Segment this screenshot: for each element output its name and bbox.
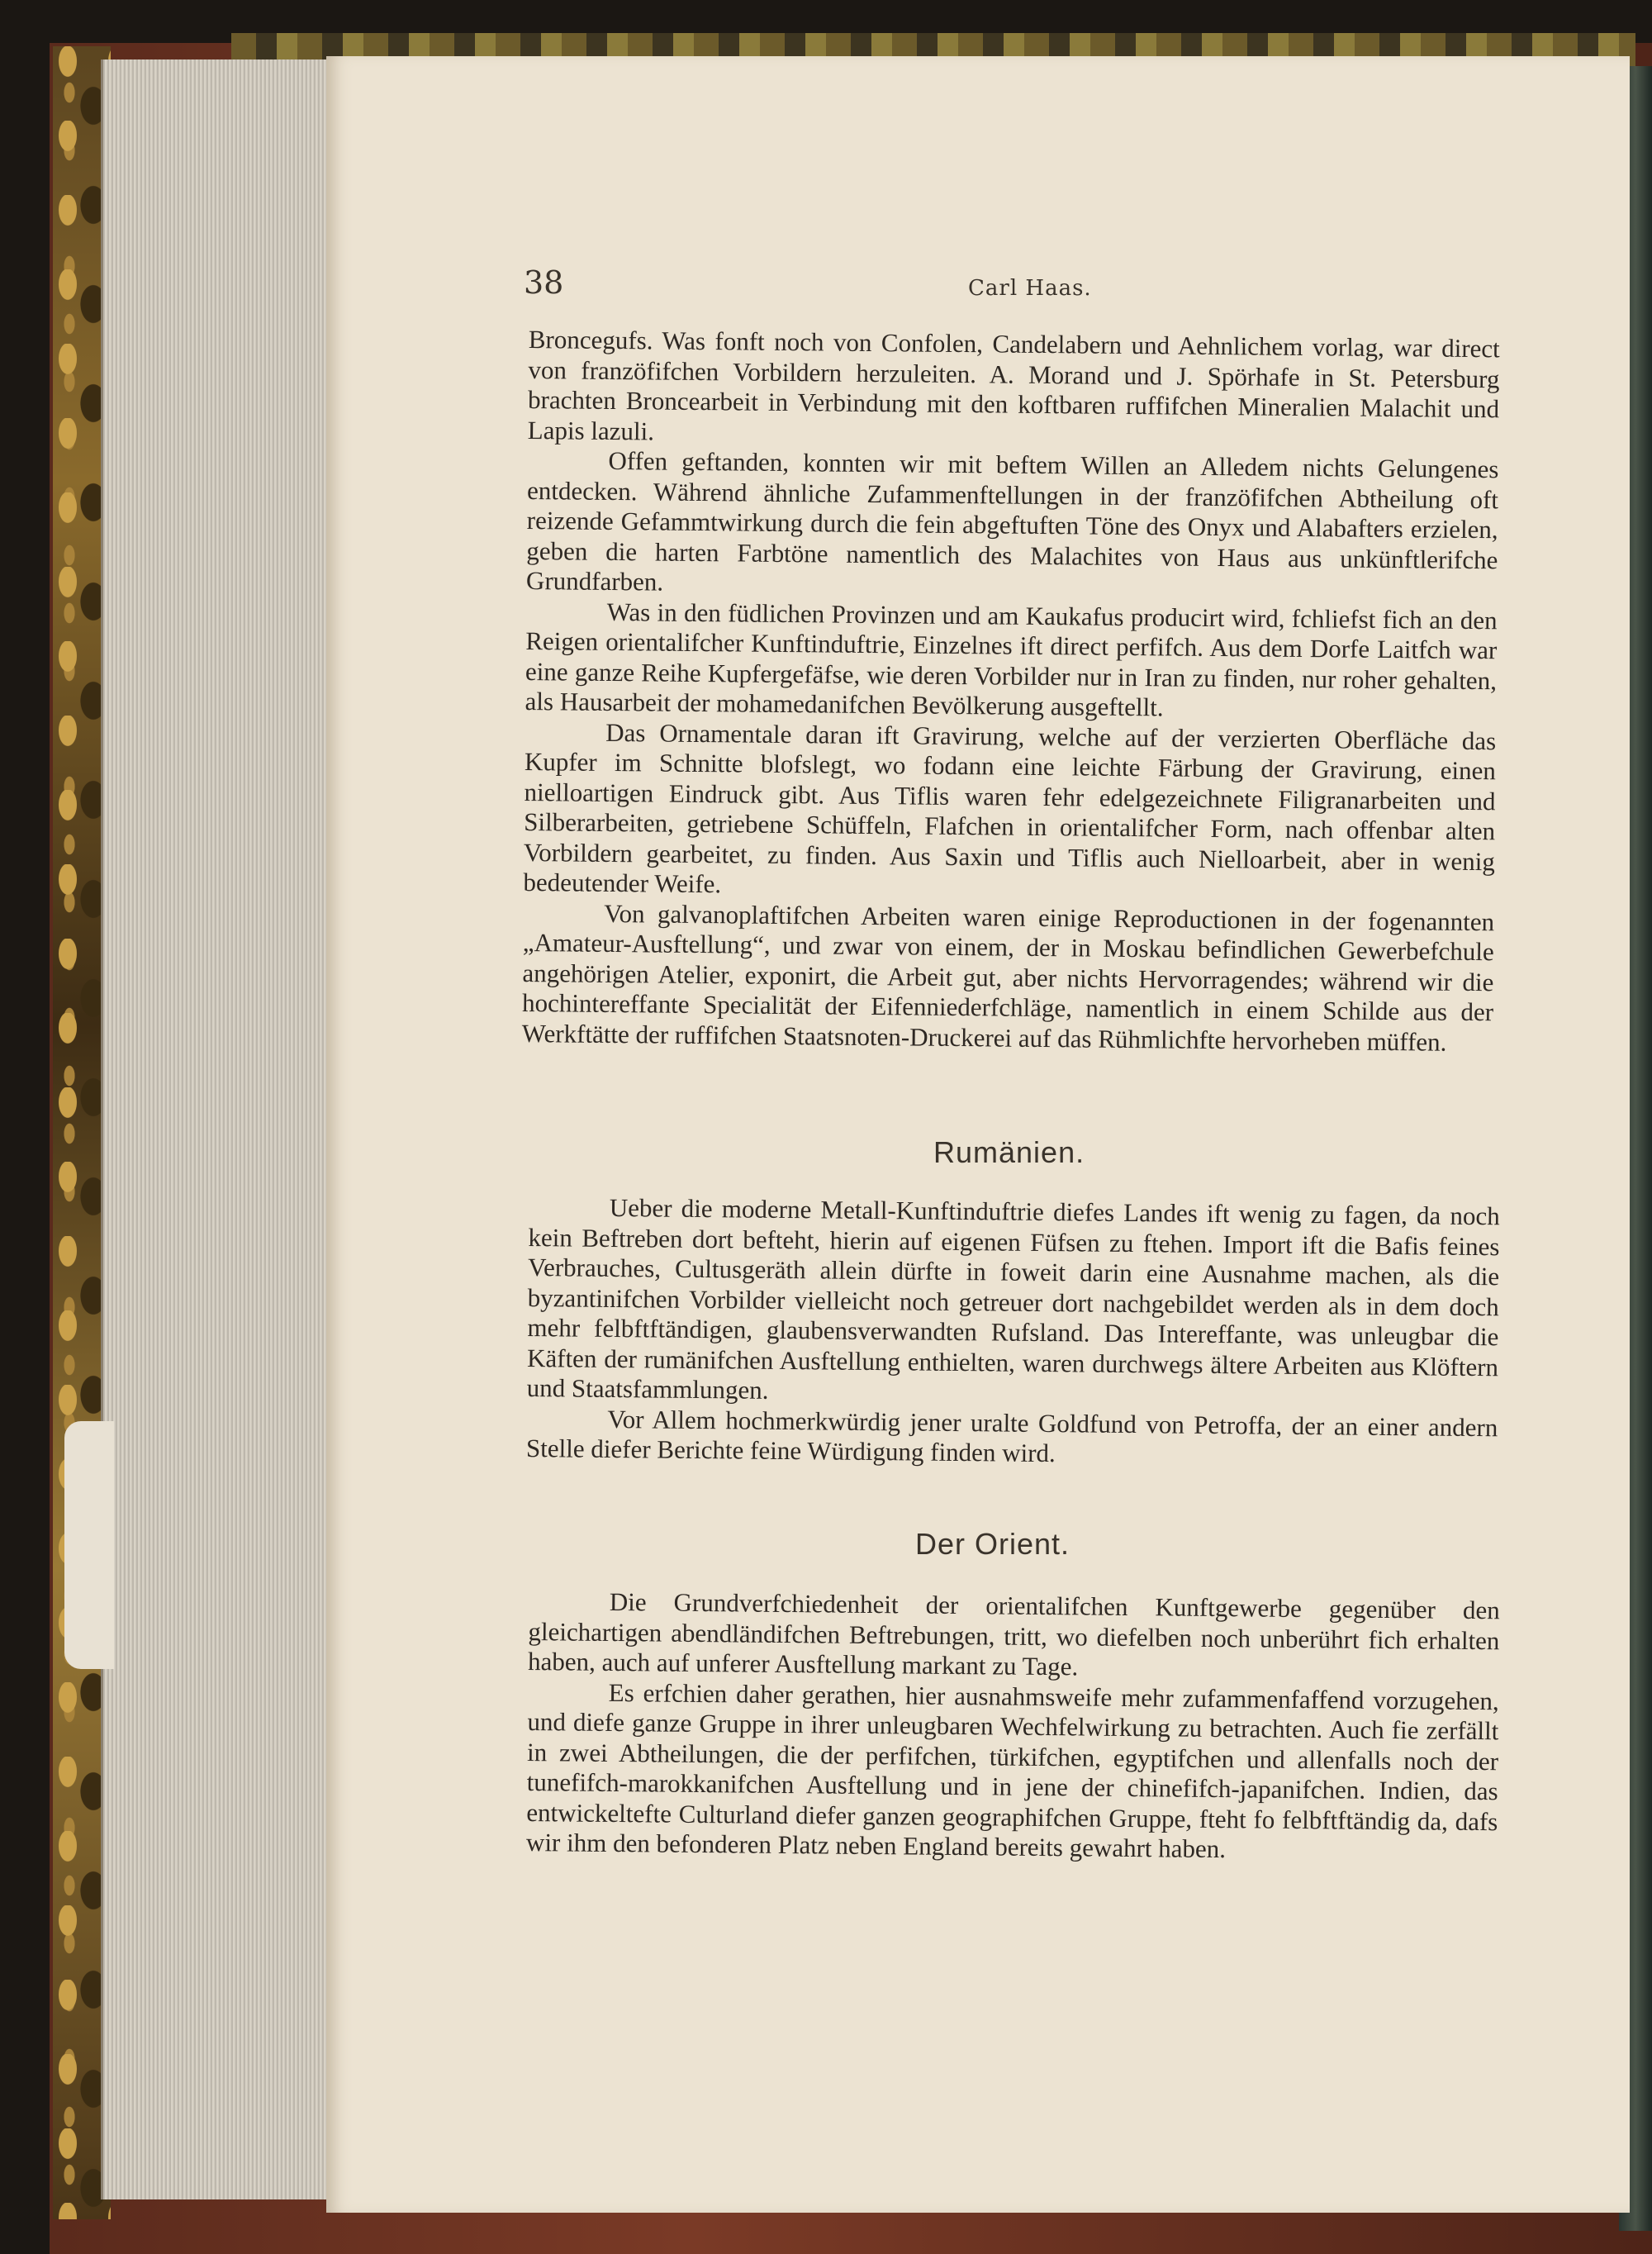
torn-page-edge bbox=[64, 1421, 114, 1669]
paragraph: Broncegufs. Was fonft noch von Confolen, Candelabern und Aehnlichem vorlag, war direct von franzöfifchen Vorbildern herzuleiten. A. Morand und J. Spörhafe in St. Petersburg brachten Broncearbeit in Verbindung mit den koftbaren ruffifchen Mineralien Malachit und Lapis lazuli. bbox=[527, 325, 1500, 445]
paragraph: Offen geftanden, konnten wir mit beftem Willen an Alledem nichts Gelungenes entdecken. Während ähnliche Zufammenftellungen in der franzöfifchen Abtheilung oft reizende Gefammtwirkung durch die fein abgeftuften Töne des Onyx und Alabafters erzielen, geben die harten Farbtöne namentlich des Malachites von Haus aus unkünftlerifche Grundfarben. bbox=[525, 445, 1499, 597]
paragraph: Es erfchien daher gerathen, hier ausnahmsweife mehr zufammenfaffend vorzugehen, und diefe ganze Gruppe in ihrer unleugbaren Wechfelwirkung zu betrachten. Auch fie zerfällt in zwei Abtheilungen, die der perfifchen, türkifchen, egyptifchen und allenfalls noch der tunefifch-marokkanifchen Ausftellung und in jene der chinefifch-japanifchen. Indien, das entwickeltefte Culturland diefer ganzen geographifchen Gruppe, fteht fo felbftftändig da, dafs wir ihm den befonderen Platz neben England bereits gewahrt haben. bbox=[525, 1677, 1499, 1864]
paragraph: Die Grundverfchiedenheit der orientalifchen Kunftgewerbe gegenüber den gleichartigen abendländifchen Beftrebungen, tritt, wo diefelben noch unberührt fich erhalten haben, auch auf unferer Ausftellung markant zu Tage. bbox=[527, 1586, 1500, 1681]
section-orient-text bbox=[526, 1586, 1500, 1867]
page-stack-edges bbox=[101, 59, 335, 2199]
paragraph: Vor Allem hochmerkwürdig jener uralte Goldfund von Petroffa, der an einer andern Stelle diefer Berichte feine Würdigung finden wird. bbox=[525, 1404, 1498, 1468]
section-romania-text bbox=[526, 1192, 1500, 1473]
section-heading-orient: Der Orient. bbox=[915, 1527, 1070, 1561]
paragraph: Ueber die moderne Metall-Kunftinduftrie diefes Landes ift wenig zu fagen, da noch kein Beftreben dort befteht, hierin auf eigenen Füfsen zu ftehen. Import ift die Bafis feines Verbrauches, Cultusgeräth allein dürfte in foweit darin eine Ausnahme machen, als die byzantinifchen Vorbilder vielleicht noch getreuer dort nachgebildet werden als in dem doch mehr felbftftändigen, glaubensverwandten Rufsland. Das Intereffante, was unleugbar die Käften der rumänifchen Ausftellung enthielten, waren durchwegs ältere Arbeiten aus Klöftern und Staatsfammlungen. bbox=[526, 1192, 1500, 1405]
page-number: 38 bbox=[524, 264, 564, 301]
paragraph: Das Ornamentale daran ift Gravirung, welche auf der verzierten Oberfläche das Kupfer im Schnitte blofslegt, wo fodann eine leichte Färbung der Gravirung, einen nielloartigen Eindruck gibt. Aus Tiflis waren fehr edelgezeichnete Filigranarbeiten und Silberarbeiten, getriebene Schüffeln, Flafchen in orientalifcher Form, nach offenbar alten Vorbildern gearbeitet, zu finden. Aus Saxin und Tiflis auch Nielloarbeit, aber in wenig bedeutender Weife. bbox=[523, 717, 1497, 899]
running-head: Carl Haas. bbox=[968, 276, 1092, 301]
section-heading-romania: Rumänien. bbox=[933, 1135, 1085, 1169]
paragraph: Von galvanoplaftifchen Arbeiten waren einige Reproductionen in der fogenannten „Amateur-Ausftellung“, und zwar von einem, der in Moskau befindlichen Gewerbefchule angehörigen Atelier, exponirt, die Arbeit gut, aber nichts Hervorragendes; während wir die hochintereffante Specialität der Eifenniederfchläge, namentlich in einem Schilde aus der Werkftätte der ruffifchen Staatsnoten-Druckerei auf das Rühmlichfte hervorheben müffen. bbox=[521, 898, 1495, 1057]
paragraph: Was in den füdlichen Provinzen und am Kaukafus producirt wird, fchliefst fich an den Reigen orientalifcher Kunftinduftrie, Einzelnes ift direct perfifch. Aus dem Dorfe Laitfch war eine ganze Reihe Kupfergefäfse, wie deren Vorbilder nur in Iran zu finden, nur roher gehalten, als Hausarbeit der mohamedanifchen Bevölkerung ausgeftellt. bbox=[525, 597, 1498, 722]
section-russia-text bbox=[522, 325, 1500, 1058]
